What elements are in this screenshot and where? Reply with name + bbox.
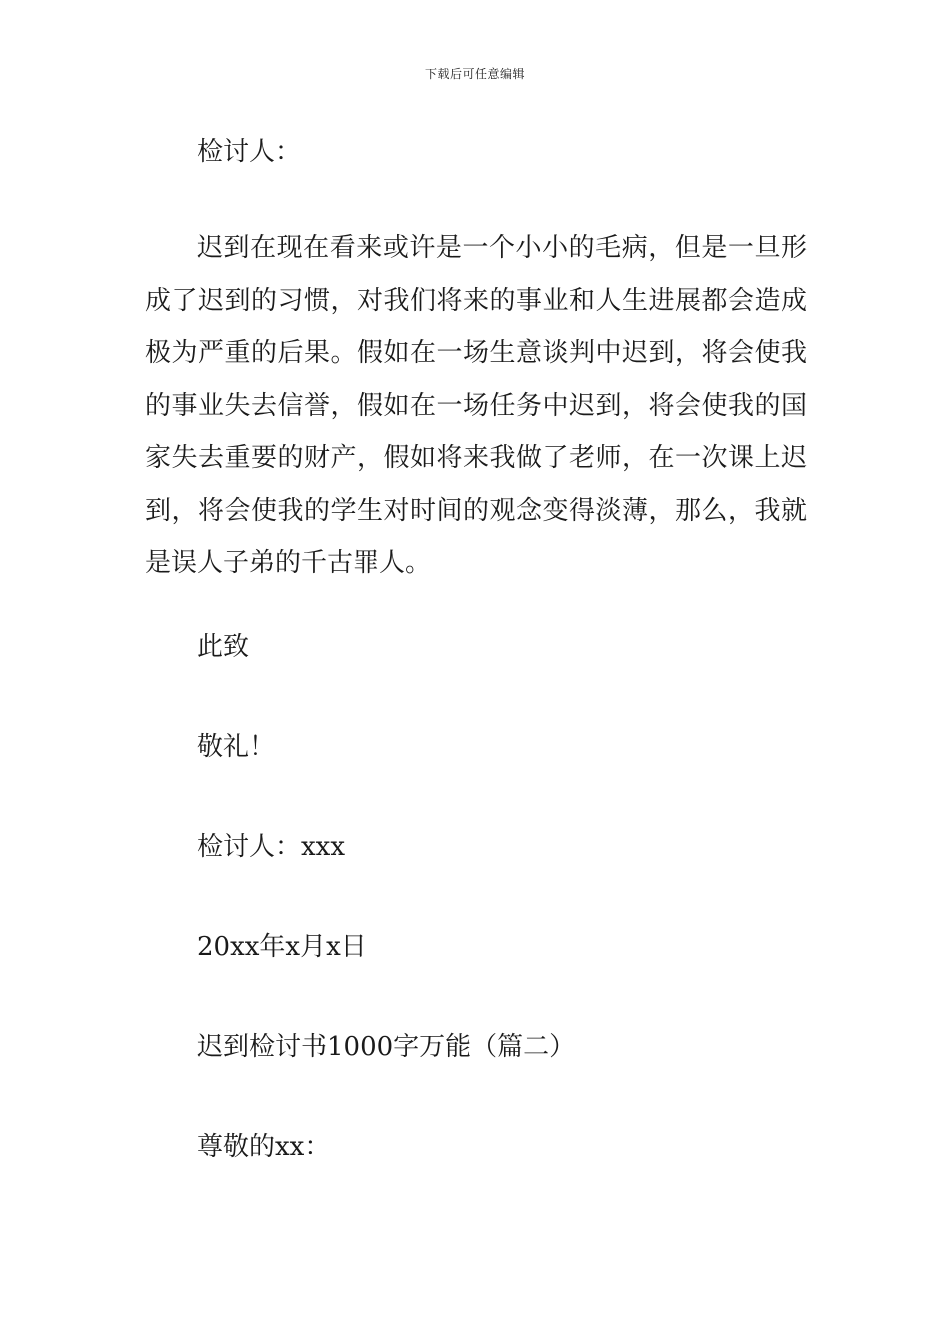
closing-signer: 检讨人：xxx: [197, 832, 345, 862]
paragraph-line: 到，将会使我的学生对时间的观念变得淡薄，那么，我就: [145, 495, 807, 526]
closing-date: 20xx年x月x日: [197, 932, 367, 962]
closing-jingli: 敬礼！: [197, 732, 276, 762]
salutation: 尊敬的xx：: [197, 1132, 331, 1162]
section-title: 迟到检讨书1000字万能（篇二）: [197, 1032, 576, 1062]
paragraph-line: 极为严重的后果。假如在一场生意谈判中迟到，将会使我: [145, 338, 807, 368]
page-header: 下载后可任意编辑: [424, 67, 525, 81]
paragraph-line: 成了迟到的习惯，对我们将来的事业和人生进展都会造成: [145, 285, 807, 316]
top-signer-label: 检讨人：: [197, 137, 302, 167]
paragraph-line: 迟到在现在看来或许是一个小小的毛病，但是一旦形: [197, 233, 807, 263]
body-paragraph: [145, 231, 807, 599]
closing-cizhi: 此致: [197, 632, 250, 662]
paragraph-line: 的事业失去信誉，假如在一场任务中迟到，将会使我的国: [145, 390, 807, 421]
paragraph-line: 家失去重要的财产，假如将来我做了老师，在一次课上迟: [145, 443, 807, 473]
paragraph-line: 是误人子弟的千古罪人。: [145, 548, 432, 578]
